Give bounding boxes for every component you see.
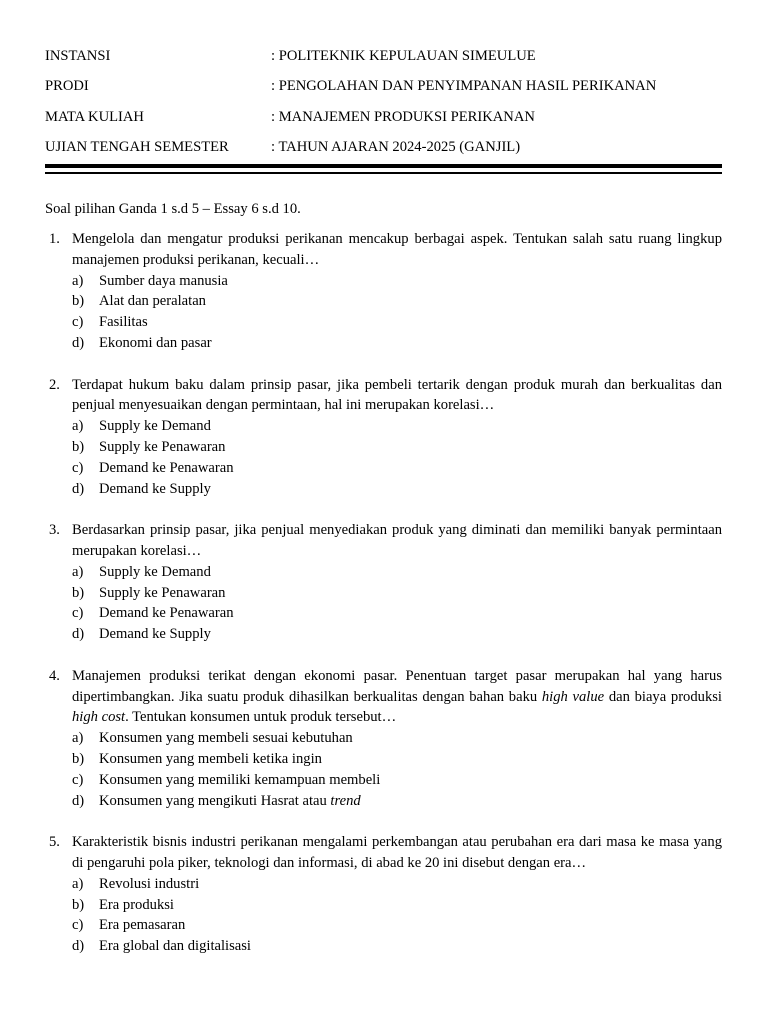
answer-option <box>72 874 722 895</box>
header-value: : TAHUN AJARAN 2024-2025 (GANJIL) <box>271 139 521 156</box>
option-text <box>99 335 212 351</box>
question-text <box>72 832 722 874</box>
option-label: a) <box>72 875 84 892</box>
option-list <box>72 874 722 957</box>
answer-option <box>72 728 722 749</box>
answer-option <box>72 479 722 500</box>
answer-option <box>72 416 722 437</box>
option-label: a) <box>72 730 84 747</box>
option-label: a) <box>72 563 84 580</box>
text-segment: Supply ke Penawaran <box>99 584 226 601</box>
header-row-ujian <box>45 135 722 165</box>
header-value: : PENGOLAHAN DAN PENYIMPANAN HASIL PERIKANAN <box>271 78 657 95</box>
header-label: INSTANSI <box>45 48 111 64</box>
text-segment: Demand ke Penawaran <box>99 459 234 476</box>
option-label: c) <box>72 771 84 788</box>
option-label: d) <box>72 792 85 809</box>
italic-term: high cost <box>72 709 126 726</box>
option-text <box>99 418 211 434</box>
option-text <box>99 876 199 892</box>
option-text <box>99 481 211 497</box>
answer-option <box>72 749 722 770</box>
option-text <box>99 564 211 580</box>
text-segment: Fasilitas <box>99 314 148 331</box>
option-list <box>72 271 722 354</box>
answer-option <box>72 895 722 916</box>
text-segment: Konsumen yang membeli sesuai kebutuhan <box>99 730 353 747</box>
option-label: b) <box>72 293 85 310</box>
question-text <box>72 666 722 728</box>
option-text <box>99 897 174 913</box>
answer-option <box>72 583 722 604</box>
option-label: c) <box>72 459 84 476</box>
option-text <box>99 439 225 455</box>
option-text <box>99 460 234 476</box>
answer-option <box>72 624 722 645</box>
answer-option <box>72 312 722 333</box>
header-divider-thick <box>45 164 722 168</box>
text-segment: Supply ke Demand <box>99 418 211 435</box>
option-label: d) <box>72 334 85 351</box>
option-label: a) <box>72 418 84 435</box>
option-label: b) <box>72 896 85 913</box>
text-segment: Konsumen yang membeli ketika ingin <box>99 750 322 767</box>
text-segment: Konsumen yang mengikuti Hasrat atau <box>99 792 331 809</box>
header-value: : MANAJEMEN PRODUKSI PERIKANAN <box>271 108 535 125</box>
text-segment: Demand ke Penawaran <box>99 605 234 622</box>
option-text <box>99 273 228 289</box>
answer-option <box>72 936 722 957</box>
question-item <box>45 520 722 645</box>
question-number: 1. <box>49 231 60 247</box>
option-text <box>99 314 148 330</box>
exam-header <box>45 44 722 166</box>
answer-option <box>72 562 722 583</box>
option-label: d) <box>72 938 85 955</box>
option-label: b) <box>72 584 85 601</box>
answer-option <box>72 915 722 936</box>
option-text <box>99 917 185 933</box>
text-segment: Sumber daya manusia <box>99 272 228 289</box>
answer-option <box>72 333 722 354</box>
text-segment: Ekonomi dan pasar <box>99 334 212 351</box>
option-list <box>72 416 722 499</box>
header-row-instansi <box>45 44 722 74</box>
exam-instructions: Soal pilihan Ganda 1 s.d 5 – Essay 6 s.d 10. <box>45 201 301 217</box>
header-row-prodi <box>45 74 722 104</box>
question-text <box>72 520 722 562</box>
question-text <box>72 375 722 417</box>
text-segment: Supply ke Penawaran <box>99 438 226 455</box>
answer-option <box>72 791 722 812</box>
option-text <box>99 293 206 309</box>
answer-option <box>72 271 722 292</box>
option-label: b) <box>72 438 85 455</box>
header-label: MATA KULIAH <box>45 108 144 125</box>
text-segment: dan biaya produksi <box>604 688 722 705</box>
text-segment: Revolusi industri <box>99 875 200 892</box>
question-number: 2. <box>49 376 60 393</box>
option-label: c) <box>72 314 84 331</box>
option-text <box>99 772 380 788</box>
text-segment: Berdasarkan prinsip pasar, jika penjual menyediakan produk yang diminati dan memiliki banyak permintaan merupakan korelasi… <box>72 522 722 559</box>
italic-term: trend <box>330 792 361 809</box>
question-item <box>45 832 722 957</box>
option-label: d) <box>72 480 85 497</box>
text-segment: Alat dan peralatan <box>99 293 206 310</box>
option-text <box>99 585 225 601</box>
text-segment: Konsumen yang memiliki kemampuan membeli <box>99 771 381 788</box>
question-item <box>45 229 722 354</box>
header-row-mata-kuliah <box>45 105 722 135</box>
option-label: b) <box>72 750 85 767</box>
header-value: : POLITEKNIK KEPULAUAN SIMEULUE <box>271 48 536 64</box>
answer-option <box>72 291 722 312</box>
header-divider-thin <box>45 172 722 174</box>
text-segment: Manajemen produksi terikat dengan ekonomi pasar. Penentuan target pasar merupakan hal yang harus dipertimbangkan. Jika suatu produk dihasilkan berkualitas dengan bahan baku <box>72 667 722 705</box>
option-text <box>99 793 361 809</box>
answer-option <box>72 458 722 479</box>
question-number: 3. <box>49 522 60 539</box>
text-segment: Era pemasaran <box>99 917 186 934</box>
header-label: PRODI <box>45 78 89 95</box>
question-number: 4. <box>49 667 60 684</box>
text-segment: Demand ke Supply <box>99 626 211 643</box>
option-list <box>72 728 722 811</box>
option-text <box>99 751 322 767</box>
answer-option <box>72 437 722 458</box>
option-label: c) <box>72 917 84 934</box>
option-label: d) <box>72 626 85 643</box>
question-number: 5. <box>49 834 60 851</box>
text-segment: Era produksi <box>99 896 174 913</box>
text-segment: . Tentukan konsumen untuk produk tersebut… <box>125 709 397 726</box>
question-item <box>45 666 722 812</box>
text-segment: Demand ke Supply <box>99 480 211 497</box>
italic-term: high value <box>541 688 605 705</box>
option-label: a) <box>72 272 84 289</box>
header-label: UJIAN TENGAH SEMESTER <box>45 139 229 156</box>
option-label: c) <box>72 605 84 622</box>
option-text <box>99 605 234 621</box>
text-segment: Mengelola dan mengatur produksi perikanan mencakup berbagai aspek. Tentukan salah satu ruang lingkup manajemen produksi perikanan, kecuali… <box>72 231 722 268</box>
option-text <box>99 730 353 746</box>
question-text <box>72 229 722 271</box>
text-segment: Karakteristik bisnis industri perikanan mengalami perkembangan atau perubahan era dari masa ke masa yang di pengaruhi pola piker, teknologi dan informasi, di abad ke 20 ini disebut dengan era… <box>72 834 722 871</box>
option-list <box>72 562 722 645</box>
text-segment: Era global dan digitalisasi <box>99 938 251 955</box>
text-segment: Supply ke Demand <box>99 563 211 580</box>
option-text <box>99 626 211 642</box>
question-list <box>45 229 722 978</box>
option-text <box>99 938 251 954</box>
answer-option <box>72 603 722 624</box>
answer-option <box>72 770 722 791</box>
question-item <box>45 375 722 500</box>
text-segment: Terdapat hukum baku dalam prinsip pasar, jika pembeli tertarik dengan produk murah dan berkualitas dan penjual menyesuaikan dengan permintaan, hal ini merupakan korelasi… <box>72 376 722 414</box>
